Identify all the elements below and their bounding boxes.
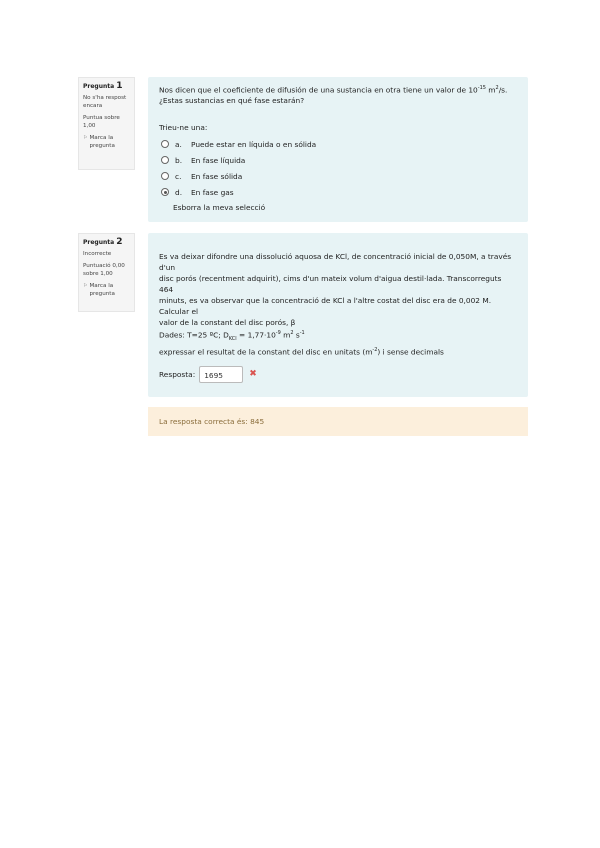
prompt-unit: m (485, 85, 496, 95)
data-time-exponent: -1 (299, 330, 305, 336)
choose-label: Trieu-ne una: (159, 123, 208, 133)
prompt-unit-exponent: 2 (495, 85, 499, 91)
flag-question-link[interactable] (83, 134, 131, 150)
option-letter: d. (175, 187, 183, 197)
option-c[interactable] (159, 168, 516, 184)
question-label: Pregunta (83, 83, 115, 90)
data-subscript: KCl (228, 335, 237, 342)
instruction-exponent: -2 (372, 346, 378, 353)
answer-row (159, 366, 257, 383)
option-a[interactable] (159, 136, 516, 152)
radio-button[interactable] (161, 140, 169, 148)
question-text (159, 251, 516, 357)
instruction-text: expressar el resultat de la constant del disc en unitats (m (159, 347, 373, 357)
data-unit-exponent: 2 (290, 330, 294, 336)
question-text-line: disc porós (recentment adquirit), cims d'un mateix volum d'aigua destil·lada. Transcorreguts 464 (159, 274, 502, 294)
answer-input[interactable]: 1695 (199, 366, 243, 383)
question-prompt (159, 83, 516, 106)
question-instruction-line (159, 345, 516, 357)
question-number (83, 82, 131, 91)
question-number-value: 2 (116, 237, 123, 247)
clear-selection-link[interactable]: Esborra la meva selecció (173, 203, 266, 213)
flag-question-link[interactable] (83, 282, 131, 298)
question-2-info (78, 233, 135, 312)
answer-label: Resposta: (159, 370, 196, 379)
radio-button[interactable] (161, 172, 169, 180)
question-1-content (148, 77, 528, 222)
question-state: Incorrecte (83, 251, 112, 257)
question-text-line: Es va deixar difondre una dissolució aquosa de KCl, de concentració inicial de 0,050M, a través d'un (159, 252, 512, 272)
data-unit-time: s (293, 330, 300, 340)
flag-question-label: Marca la pregunta (89, 283, 115, 297)
question-grade: Puntuació 0,00 sobre 1,00 (83, 263, 125, 277)
option-b[interactable] (159, 152, 516, 168)
question-text-line: minuts, es va observar que la concentració de KCl a l'altre costat del disc era de 0,002 M. Calcular el (159, 296, 492, 316)
option-text: Puede estar en líquida o en sólida (191, 139, 317, 149)
data-unit: m (280, 330, 291, 340)
data-exponent: -9 (275, 330, 281, 336)
option-text: En fase gas (191, 187, 234, 197)
option-text: En fase sólida (191, 171, 243, 181)
question-text-line: valor de la constant del disc porós, β (159, 318, 296, 327)
question-number (83, 238, 131, 247)
prompt-text-end: /s. ¿Estas sustancias en qué fase estarán? (159, 85, 508, 106)
data-text: Dades: T=25 ºC; D (159, 330, 229, 340)
correct-answer-feedback: La resposta correcta és: 845 (148, 407, 528, 436)
radio-button-selected[interactable] (161, 188, 169, 196)
flag-icon: ⚐ (83, 135, 88, 141)
prompt-text: Nos dicen que el coeficiente de difusión de una sustancia en otra tiene un valor de 10 (159, 85, 478, 95)
data-value: = 1,77·10 (236, 330, 276, 340)
radio-button[interactable] (161, 156, 169, 164)
question-data-line (159, 328, 516, 345)
question-state: No s'ha respost encara (83, 95, 127, 109)
question-number-value: 1 (116, 81, 123, 91)
question-grade: Puntua sobre 1,00 (83, 115, 120, 129)
flag-icon: ⚐ (83, 283, 88, 289)
answer-options (159, 136, 516, 200)
option-d[interactable] (159, 184, 516, 200)
option-letter: a. (175, 139, 182, 149)
instruction-text-end: ) i sense decimals (377, 347, 444, 357)
flag-question-label: Marca la pregunta (89, 135, 115, 149)
incorrect-icon: ✖ (249, 369, 257, 379)
question-2-content (148, 233, 528, 397)
option-text: En fase líquida (191, 155, 246, 165)
option-letter: b. (175, 155, 183, 165)
question-1-info (78, 77, 135, 170)
option-letter: c. (175, 171, 182, 181)
question-label: Pregunta (83, 239, 115, 246)
prompt-exponent: -15 (477, 85, 486, 91)
